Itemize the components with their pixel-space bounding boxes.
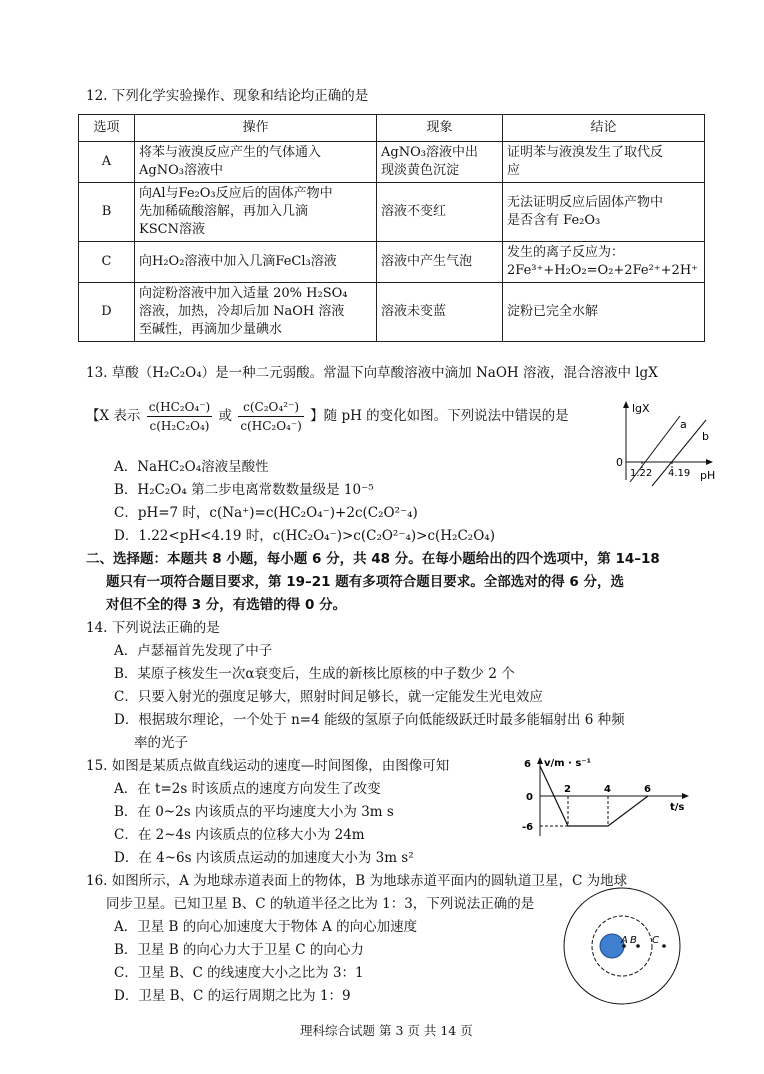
x-axis-label: pH [700,469,716,482]
section2-line-3: 对但不全的得 3 分，有选错的得 0 分。 [106,597,347,613]
q15-option-b: B．在 0~2s 内该质点的平均速度大小为 3m s [114,804,394,820]
cell-line: 溶液，加热，冷却后加 NaOH 溶液 [139,304,345,319]
x-label-6: 6 [644,784,651,795]
cell-ph [377,183,503,242]
cell-line: 溶液不变红 [381,204,447,219]
x-label-4: 4 [604,784,611,795]
q14-option-b: B．某原子核发生一次α衰变后，生成的新核比原核的中子数少 2 个 [114,666,515,682]
q14-option-a: A．卢瑟福首先发现了中子 [114,643,273,659]
cell-con [503,183,705,242]
tick-2-label: 4.19 [668,468,691,479]
origin-label: 0 [616,456,623,469]
cell-line: AgNO₃溶液中出 [381,145,478,160]
table-header: 操作 [135,115,377,142]
cell-line: 至碱性，再滴加少量碘水 [139,322,283,337]
q15-stem: 15. 如图是某质点做直线运动的速度—时间图像，由图像可知 [86,758,450,774]
cell-ph [377,283,503,342]
q16-option-c: C．卫星 B、C 的线速度大小之比为 3：1 [114,965,364,981]
q13-option-c: C．pH=7 时，c(Na⁺)=c(HC₂O₄⁻)+2c(C₂O²⁻₄) [114,505,418,521]
tick-1-label: 1.22 [630,468,653,479]
q12-stem: 12. 下列化学实验操作、现象和结论均正确的是 [86,88,369,104]
table-header: 结论 [503,115,705,142]
fraction-1-numerator: c(HC₂O₄⁻) [147,398,213,417]
q16-orbit-diagram [556,884,688,1010]
q13-or: 或 [218,408,233,424]
q13-option-b: B．H₂C₂O₄ 第二步电离常数数量级是 10⁻⁵ [114,482,374,498]
q15-vt-graph [512,752,692,840]
q14-stem: 14. 下列说法正确的是 [86,620,220,636]
fraction-2-numerator: c(C₂O₄²⁻) [238,398,304,417]
fraction-1 [147,398,213,435]
y-axis-label: lgX [632,402,650,415]
q16-option-a: A．卫星 B 的向心加速度大于物体 A 的向心加速度 [114,919,418,935]
table-header: 选项 [79,115,135,142]
q16-stem-1: 16. 如图所示，A 为地球赤道表面上的物体，B 为地球赤道平面内的圆轨道卫星，C 为地球 [86,873,628,889]
page-footer: 理科综合试题 第 3 页 共 14 页 [300,1023,473,1038]
label-c: C [652,935,659,946]
cell-option: A [79,142,135,183]
cell-line: 将苯与液溴反应产生的气体通入 [139,145,322,160]
cell-line: 现淡黄色沉淀 [381,163,460,178]
q12-table [78,114,705,342]
x-label-2: 2 [564,784,571,795]
x-axis-arrow [706,459,713,465]
line-b-label: b [702,430,709,443]
cell-op [135,242,377,283]
y-label-6: 6 [524,759,531,770]
y-label-neg6: -6 [522,822,534,833]
fraction-2-denominator: c(HC₂O₄⁻) [240,419,302,433]
q14-option-d: D．根据玻尔理论，一个处于 n=4 能级的氢原子向低能级跃迁时最多能辐射出 6 种频 [114,712,625,728]
table-row [79,142,705,183]
section2-line-2: 题只有一项符合题目要求，第 19–21 题有多项符合题目要求。全部选对的得 6 分，选 [106,574,625,590]
cell-option: C [79,242,135,283]
table-row [79,242,705,283]
cell-con [503,142,705,183]
y-axis-label: v/m · s⁻¹ [544,758,591,769]
cell-ph [377,142,503,183]
cell-op [135,283,377,342]
cell-ph [377,242,503,283]
y-axis-arrow [537,757,543,764]
cell-line: 证明苯与液溴发生了取代反 [507,145,664,160]
table-row [79,183,705,242]
cell-line: 淀粉已完全水解 [507,304,599,319]
q13-x-definition [86,398,569,435]
cell-op [135,183,377,242]
cell-line: 溶液中产生气泡 [381,254,473,269]
cell-line: 先加稀硫酸溶解，再加入几滴 [139,204,309,219]
q13-option-a: A．NaHC₂O₄溶液呈酸性 [114,459,269,475]
q13-x-prefix: 【X 表示 [86,408,141,424]
cell-option: D [79,283,135,342]
cell-line: 2Fe³⁺+H₂O₂=O₂+2Fe²⁺+2H⁺ [507,263,699,278]
cell-op [135,142,377,183]
cell-con [503,242,705,283]
q13-option-d: D．1.22<pH<4.19 时，c(HC₂O₄⁻)>c(C₂O²⁻₄)>c(H₂C₂O₄) [114,528,495,544]
cell-line: KSCN溶液 [139,222,205,237]
q13-x-suffix: 】随 pH 的变化如图。下列说法中错误的是 [310,408,569,424]
cell-con [503,283,705,342]
section2-line-1: 二、选择题：本题共 8 小题，每小题 6 分，共 48 分。在每小题给出的四个选项中，第 14–18 [86,551,660,567]
fraction-1-denominator: c(H₂C₂O₄) [149,419,210,433]
y-label-0: 0 [526,792,533,803]
cell-line: 无法证明反应后固体产物中 [507,195,664,210]
cell-option: B [79,183,135,242]
cell-line: 是否含有 Fe₂O₃ [507,213,601,228]
q15-option-a: A．在 t=2s 时该质点的速度方向发生了改变 [114,781,381,797]
cell-line: 应 [507,163,521,178]
q14-option-d-cont: 率的光子 [134,735,188,751]
label-b: B [630,935,637,946]
cell-line: 向淀粉溶液中加入适量 20% H₂SO₄ [139,286,348,301]
q15-option-d: D．在 4~6s 内该质点运动的加速度大小为 3m s² [114,850,414,866]
cell-line: 向Al与Fe₂O₃反应后的固体产物中 [139,186,333,201]
x-axis-arrow [682,793,689,799]
q16-stem-2: 同步卫星。已知卫星 B、C 的轨道半径之比为 1：3，下列说法正确的是 [106,896,535,912]
q13-lgx-graph [612,398,722,488]
q16-option-d: D．卫星 B、C 的运行周期之比为 1：9 [114,988,351,1004]
q13-stem: 13. 草酸（H₂C₂O₄）是一种二元弱酸。常温下向草酸溶液中滴加 NaOH 溶液，混合溶液中 lgX [86,365,658,381]
label-a: A [621,935,628,946]
cell-line: 溶液未变蓝 [381,304,447,319]
cell-line: 发生的离子反应为： [507,245,625,260]
fraction-2 [238,398,304,435]
table-header-row [79,115,705,142]
cell-line: 向H₂O₂溶液中加入几滴FeCl₃溶液 [139,254,337,269]
y-axis-arrow [623,401,629,408]
table-header: 现象 [377,115,503,142]
q15-option-c: C．在 2~4s 内该质点的位移大小为 24m [114,827,365,843]
cell-line: AgNO₃溶液中 [139,163,223,178]
q14-option-c: C．只要入射光的强度足够大，照射时间足够长，就一定能发生光电效应 [114,689,543,705]
line-a-label: a [680,418,687,431]
x-axis-label: t/s [670,802,685,813]
point-c [662,944,666,948]
table-row [79,283,705,342]
q16-option-b: B．卫星 B 的向心力大于卫星 C 的向心力 [114,942,364,958]
